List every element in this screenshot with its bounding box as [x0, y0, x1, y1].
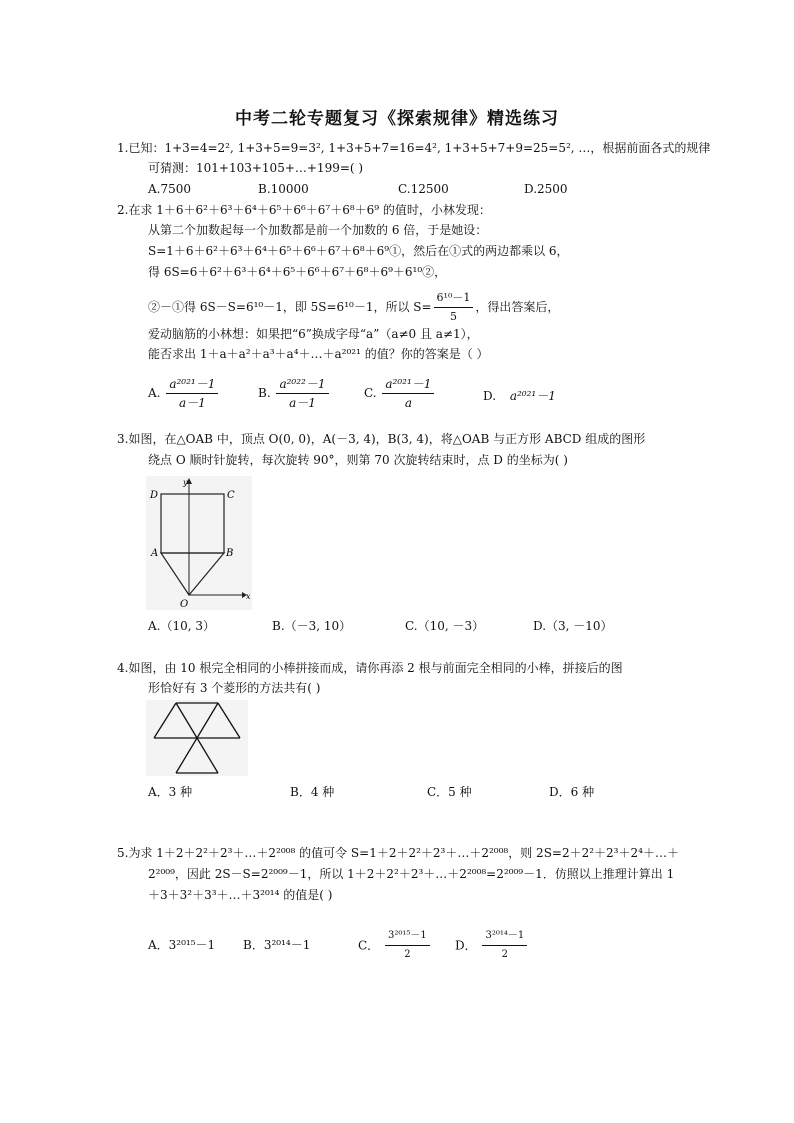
- q2-line-7: 能否求出 1＋a＋a²＋a³＋a⁴＋…＋a²⁰²¹ 的值？你的答案是（ ）: [148, 347, 489, 361]
- q4-line-2: 形恰好有 3 个菱形的方法共有( ): [148, 681, 321, 695]
- q1-option-d: D.2500: [524, 182, 568, 196]
- q2-option-a-label: A.: [148, 386, 161, 400]
- q2-line-6: 爱动脑筋的小林想：如果把“6”换成字母“a”（a≠0 且 a≠1），: [148, 327, 479, 341]
- q2-line-5: [148, 290, 559, 325]
- q5-option-c-numerator: 3²⁰¹⁵－1: [385, 928, 430, 946]
- q1-line-1: 1.已知：1+3=4=2², 1+3+5=9=3², 1+3+5+7=16=4², 1+3+5+7+9=25=5², …，根据前面各式的规律: [117, 141, 711, 155]
- q1-option-a: A.7500: [148, 182, 192, 196]
- label-c: C: [227, 490, 235, 501]
- q5-line-3: ＋3＋3²＋3³＋…＋3²⁰¹⁴ 的值是( ): [148, 888, 333, 902]
- q4-option-b: B．4 种: [290, 785, 335, 799]
- q2-option-c-denominator: a: [404, 396, 412, 410]
- q5-option-a-expression: 3²⁰¹⁵－1: [168, 938, 216, 952]
- q4-figure: [146, 700, 248, 776]
- q2-option-c: [364, 376, 436, 411]
- q2-s-denominator: 5: [449, 310, 457, 323]
- q5-option-d-numerator: 3²⁰¹⁴－1: [482, 928, 527, 946]
- q5-option-d-label: D．: [455, 938, 477, 953]
- q3-option-d: D.（3, －10）: [533, 619, 613, 633]
- q5-option-b-expression: 3²⁰¹⁴－1: [263, 938, 311, 952]
- q4-option-d: D．6 种: [549, 785, 595, 799]
- q3-option-c: C.（10, －3）: [405, 619, 485, 633]
- q3-figure-background: [146, 476, 252, 610]
- q5-line-1: 5.为求 1＋2＋2²＋2³＋…＋2²⁰⁰⁸ 的值可令 S=1＋2＋2²＋2³＋…＋2²⁰⁰⁸，则 2S=2＋2²＋2³＋2⁴＋…＋: [117, 846, 679, 860]
- q5-option-b-label: B．: [243, 938, 264, 952]
- q3-line-1: 3.如图，在△OAB 中，顶点 O(0, 0)，A(－3, 4)，B(3, 4)，将△OAB 与正方形 ABCD 组成的图形: [117, 432, 646, 446]
- q2-line-4: 得 6S=6＋6²＋6³＋6⁴＋6⁵＋6⁶＋6⁷＋6⁸＋6⁹＋6¹⁰②，: [148, 265, 447, 279]
- label-x: x: [246, 592, 251, 601]
- q2-option-b-fraction: [276, 376, 328, 411]
- q2-s-fraction: [434, 290, 474, 325]
- q2-option-b-label: B.: [258, 386, 271, 400]
- label-a: A: [151, 548, 159, 559]
- page-title: 中考二轮专题复习《探索规律》精选练习: [235, 109, 559, 129]
- q2-option-b: [258, 376, 331, 411]
- q2-option-d: [483, 388, 556, 404]
- q2-line-5-text-a: ②－①得 6S－S=6¹⁰－1，即 5S=6¹⁰－1，所以 S=: [148, 300, 432, 314]
- q2-option-c-fraction: [382, 376, 434, 411]
- q5-option-a-label: A．: [148, 938, 169, 952]
- q3-option-b: B.（－3, 10）: [272, 619, 352, 633]
- q2-option-b-numerator: a²⁰²²－1: [276, 376, 328, 394]
- q5-option-d: [455, 928, 529, 963]
- q5-option-c-label: C．: [358, 938, 380, 953]
- q5-option-a: [148, 937, 215, 953]
- q2-option-c-numerator: a²⁰²¹－1: [382, 376, 434, 394]
- label-o: O: [180, 599, 189, 610]
- q1-line-2: 可猜测：101+103+105+…+199=( ): [148, 161, 364, 175]
- q5-option-c-fraction: [385, 928, 430, 963]
- q2-option-d-label: D.: [483, 389, 497, 403]
- q2-option-c-label: C.: [364, 386, 377, 400]
- q2-option-a-numerator: a²⁰²¹－1: [166, 376, 218, 394]
- q2-line-1: 2.在求 1＋6＋6²＋6³＋6⁴＋6⁵＋6⁶＋6⁷＋6⁸＋6⁹ 的值时，小林发现：: [117, 203, 491, 217]
- q5-option-d-fraction: [482, 928, 527, 963]
- q5-option-b: [243, 937, 310, 953]
- q3-figure: [146, 476, 252, 610]
- q4-line-1: 4.如图，由 10 根完全相同的小棒拼接而成，请你再添 2 根与前面完全相同的小棒，拼接后的图: [117, 661, 623, 675]
- q2-option-d-expression: a²⁰²¹－1: [509, 389, 556, 403]
- q4-option-a: A．3 种: [148, 785, 193, 799]
- q2-line-2: 从第二个加数起每一个加数都是前一个加数的 6 倍，于是她设：: [148, 223, 488, 237]
- q2-option-b-denominator: a－1: [289, 396, 316, 410]
- label-b: B: [226, 548, 234, 559]
- q5-option-c-denominator: 2: [404, 949, 411, 960]
- q1-option-c: C.12500: [398, 182, 449, 196]
- q2-s-numerator: 6¹⁰－1: [434, 290, 474, 308]
- q1-option-b: B.10000: [258, 182, 309, 196]
- q5-option-d-denominator: 2: [501, 949, 509, 960]
- q3-line-2: 绕点 O 顺时针旋转，每次旋转 90°，则第 70 次旋转结束时，点 D 的坐标为( ): [148, 453, 568, 467]
- q5-line-2: 2²⁰⁰⁹，因此 2S－S=2²⁰⁰⁹－1，所以 1＋2＋2²＋2³＋…＋2²⁰⁰⁸=2²⁰⁰⁹－1．仿照以上推理计算出 1: [148, 867, 675, 881]
- q2-option-a-fraction: [166, 376, 218, 411]
- q3-option-a: A.（10, 3）: [148, 619, 216, 633]
- q2-option-a-denominator: a－1: [178, 396, 206, 410]
- label-y: y: [183, 478, 188, 487]
- q2-option-a: [148, 376, 220, 411]
- q2-line-3: S=1＋6＋6²＋6³＋6⁴＋6⁵＋6⁶＋6⁷＋6⁸＋6⁹①，然后在①式的两边都乘以 6，: [148, 244, 569, 258]
- label-d: D: [150, 490, 159, 501]
- q2-line-5-text-b: ，得出答案后，: [475, 300, 560, 314]
- q4-option-c: C．5 种: [427, 785, 472, 799]
- q5-option-c: [358, 928, 432, 963]
